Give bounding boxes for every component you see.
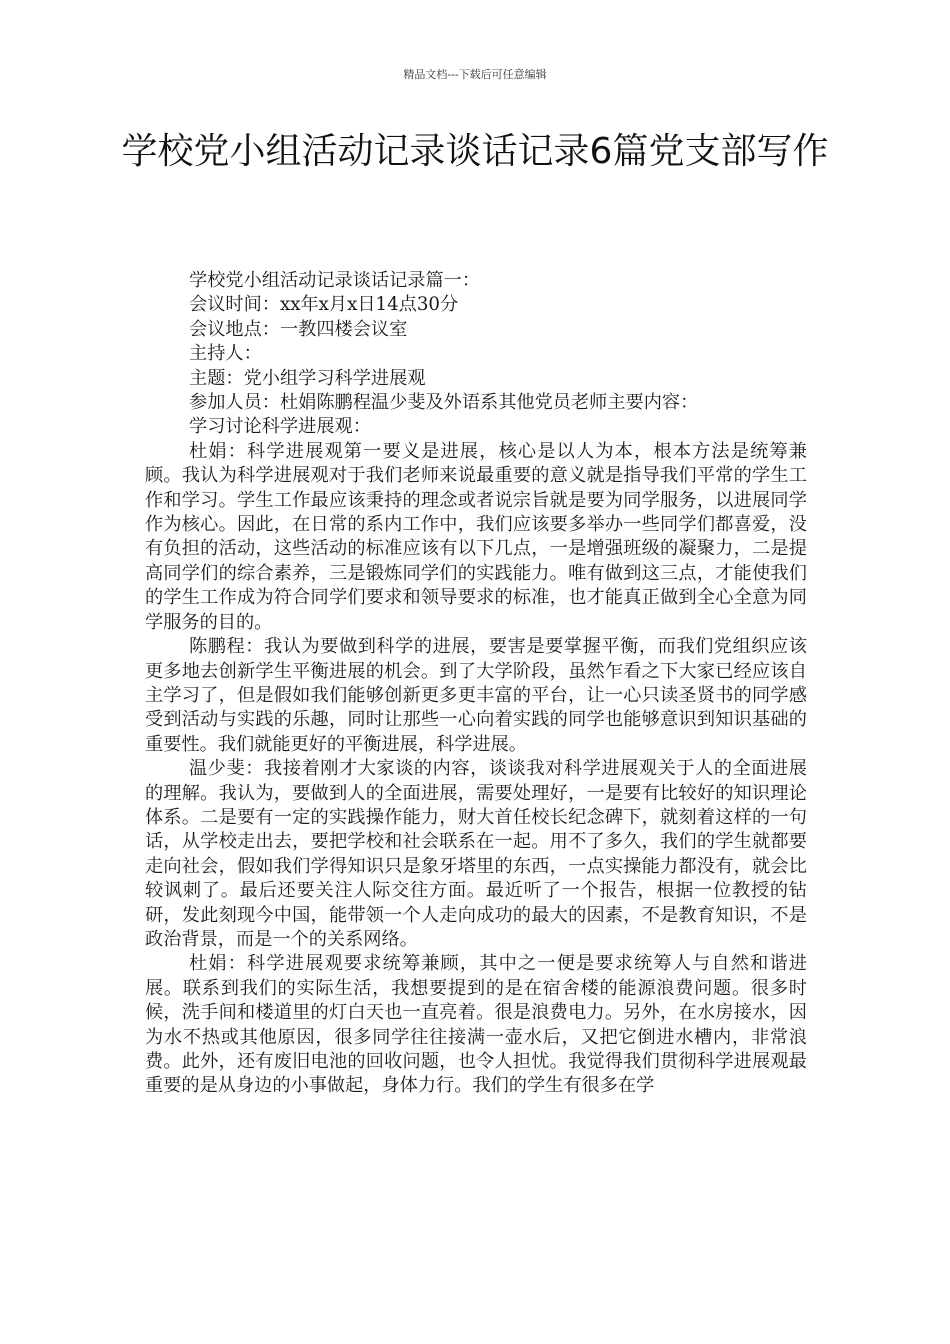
meta-line-host: 主持人：: [189, 343, 262, 365]
document-body: [145, 269, 807, 1099]
meta-line-time: 会议时间：xx年x月x日14点30分: [189, 294, 459, 316]
meta-line-location: 会议地点：一教四楼会议室: [189, 318, 408, 340]
paragraph-chenpengcheng: 陈鹏程：我认为要做到科学的进展，要害是要掌握平衡，而我们党组织应该更多地去创新学生平衡进展的机会。到了大学阶段，虽然乍看之下大家已经应该自主学习了，但是假如我们能够创新更多更丰富的平台，让一心只读圣贤书的同学感受到活动与实践的乐趣，同时让那些一心向着实践的同学也能够意识到知识基础的重要性。我们就能更好的平衡进展，科学进展。: [145, 636, 807, 755]
paragraph-wenshaofei: 温少斐：我接着刚才大家谈的内容，谈谈我对科学进展观关于人的全面进展的理解。我认为，要做到人的全面进展，需要处理好，一是要有比较好的知识理论体系。二是要有一定的实践操作能力，财大首任校长纪念碑下，就刻着这样的一句话，从学校走出去，要把学校和社会联系在一起。用不了多久，我们的学生就都要走向社会，假如我们学得知识只是象牙塔里的东西，一点实操能力都没有，就会比较讽刺了。最后还要关注人际交往方面。最近听了一个报告，根据一位教授的钻研，发此刻现今中国，能带领一个人走向成功的最大的因素，不是教育知识，不是政治背景，而是一个的关系网络。: [145, 758, 807, 950]
meta-line-attendees: 参加人员：杜娟陈鹏程温少斐及外语系其他党员老师主要内容：: [189, 392, 699, 414]
paragraph-dujuan-1: 杜娟：科学进展观第一要义是进展，核心是以人为本，根本方法是统筹兼顾。我认为科学进展观对于我们老师来说最重要的意义就是指导我们平常的学生工作和学习。学生工作最应该秉持的理念或者说宗旨就是要为同学服务，以进展同学作为核心。因此，在日常的系内工作中，我们应该要多举办一些同学们都喜爱，没有负担的活动，这些活动的标准应该有以下几点，一是增强班级的凝聚力，二是提高同学们的综合素养，三是锻炼同学们的实践能力。唯有做到这三点，才能使我们的学生工作成为符合同学们要求和领导要求的标准，也才能真正做到全心全意为同学服务的目的。: [145, 440, 807, 633]
document-title: 学校党小组活动记录谈话记录6篇党支部写作: [121, 131, 829, 172]
paragraph-dujuan-2: 杜娟：科学进展观要求统筹兼顾，其中之一便是要求统筹人与自然和谐进展。联系到我们的实际生活，我想要提到的是在宿舍楼的能源浪费问题。很多时候，洗手间和楼道里的灯白天也一直亮着。很是浪费电力。另外，在水房接水，因为水不热或其他原因，很多同学往往接满一壶水后，又把它倒进水槽内，非常浪费。此外，还有废旧电池的回收问题，也令人担忧。我觉得我们贯彻科学进展观最重要的是从身边的小事做起，身体力行。我们的学生有很多在学: [145, 953, 807, 1097]
meta-line-discussion: 学习讨论科学进展观：: [189, 416, 371, 438]
meta-line-section: 学校党小组活动记录谈话记录篇一：: [189, 270, 481, 291]
header-note: 精品文档---下载后可任意编辑: [403, 68, 547, 81]
meta-line-topic: 主题：党小组学习科学进展观: [189, 367, 426, 389]
